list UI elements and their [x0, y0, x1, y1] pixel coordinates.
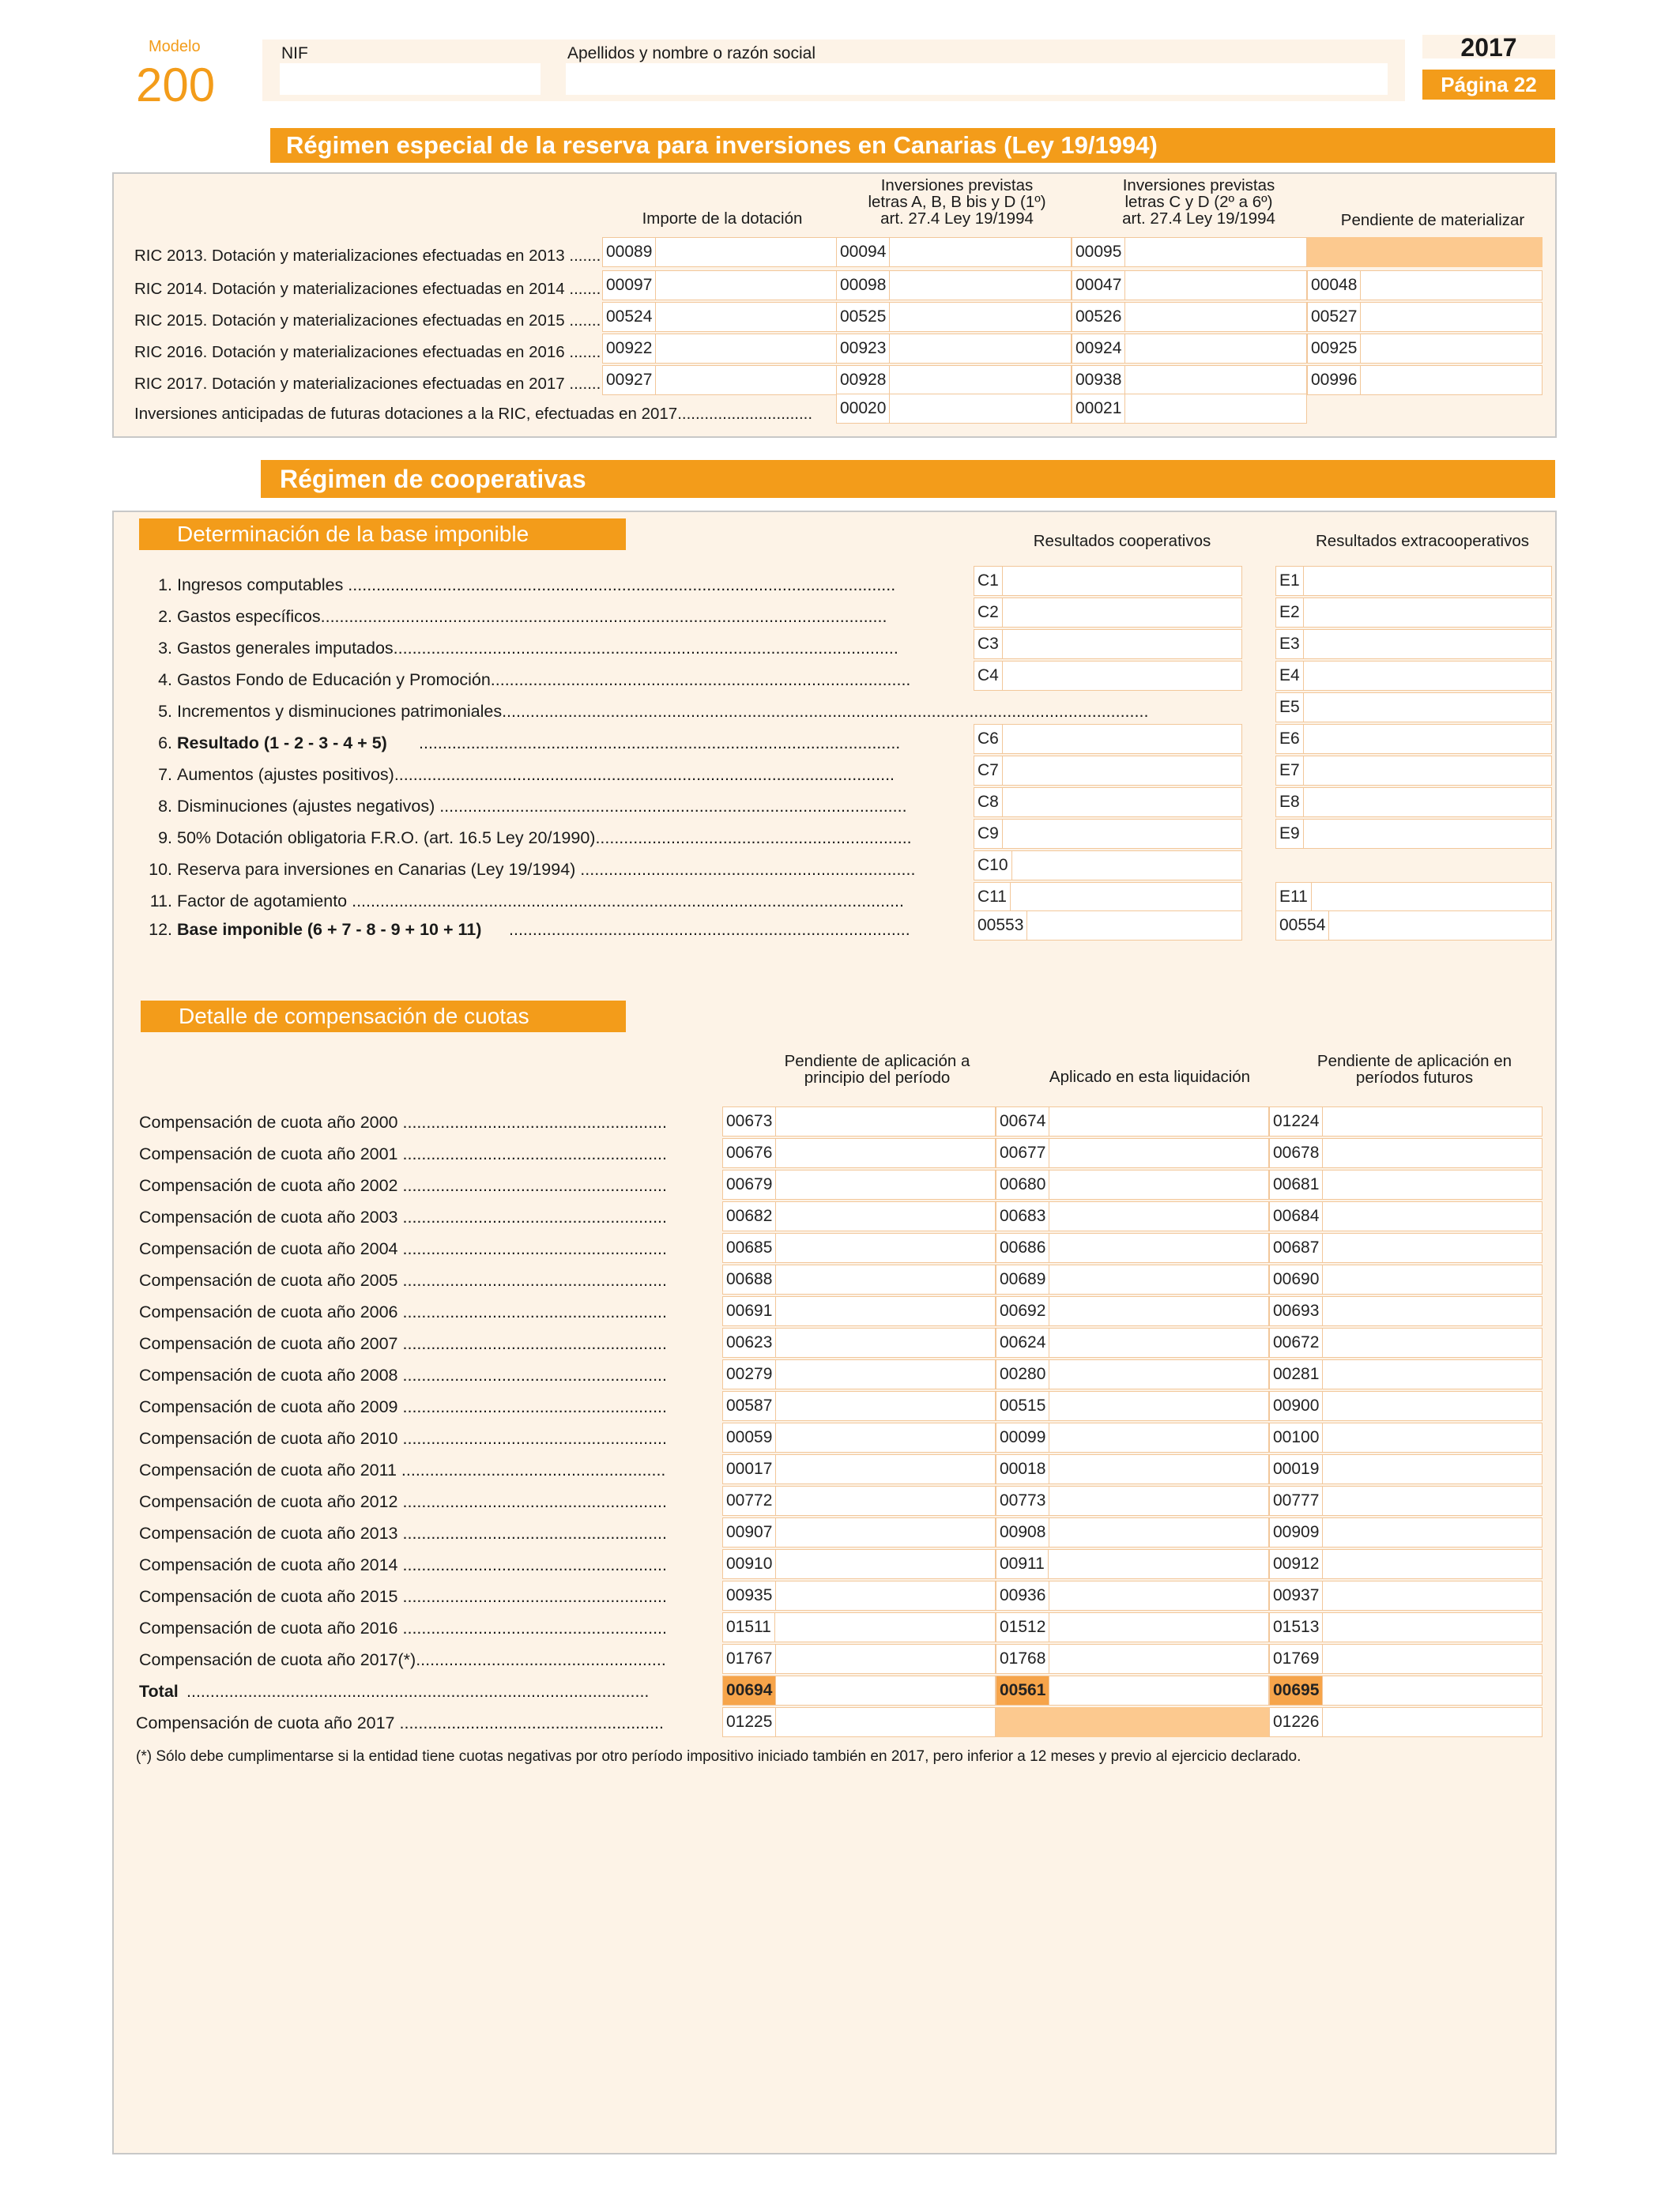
- comp-row-label: Compensación de cuota año 2003 ........................................................: [139, 1208, 668, 1227]
- box-code: 00692: [996, 1297, 1049, 1325]
- box-code: 00925: [1308, 334, 1361, 363]
- ric-cell[interactable]: [602, 270, 838, 300]
- comp-row-label: Compensación de cuota año 2009 ........................................................: [139, 1397, 668, 1416]
- box-code: 00623: [723, 1329, 776, 1357]
- box-code: 00680: [996, 1171, 1049, 1199]
- box-code: 00059: [723, 1423, 776, 1452]
- box-code: C9: [974, 820, 1003, 848]
- coop-row-num: 5.: [158, 702, 172, 721]
- comp-row-label: Compensación de cuota año 2002 ........................................................: [139, 1176, 668, 1195]
- coop-row-label: Aumentos (ajustes positivos)..........................................................................................................: [177, 765, 895, 784]
- modelo-number: 200: [136, 58, 216, 111]
- box-code: 00553: [974, 911, 1027, 940]
- coop-cell[interactable]: [974, 910, 1242, 941]
- comp-cell[interactable]: [1269, 1581, 1543, 1611]
- comp-col2: Aplicado en esta liquidación: [1049, 1068, 1251, 1086]
- coop-title: Régimen de cooperativas: [261, 460, 1555, 498]
- comp-cell[interactable]: [1269, 1201, 1543, 1231]
- coop-cell[interactable]: [974, 598, 1242, 628]
- box-code: 00910: [723, 1550, 776, 1578]
- box-code: C11: [974, 883, 1011, 911]
- comp-cell[interactable]: [722, 1391, 996, 1421]
- box-code: E4: [1276, 662, 1304, 690]
- comp-cell[interactable]: [996, 1106, 1269, 1137]
- comp-cell[interactable]: [1269, 1549, 1543, 1579]
- comp-row-label: Compensación de cuota año 2017(*).....................................................: [139, 1650, 666, 1669]
- coop-row-label: Disminuciones (ajustes negativos) ...................................................................................................: [177, 797, 907, 816]
- comp-cell[interactable]: [722, 1106, 996, 1137]
- coop-row-num: 6.: [158, 733, 172, 752]
- box-code: 00526: [1072, 303, 1125, 331]
- box-code: 00677: [996, 1139, 1049, 1167]
- ric-cell[interactable]: [836, 302, 1072, 332]
- ric-anticipadas-label: Inversiones anticipadas de futuras dotaciones a la RIC, efectuadas en 2017..............................: [134, 405, 813, 423]
- ric-cell[interactable]: [836, 237, 1072, 267]
- comp-cell[interactable]: [996, 1296, 1269, 1326]
- comp-total-cell[interactable]: [996, 1676, 1269, 1706]
- comp-cell[interactable]: [1269, 1391, 1543, 1421]
- box-code: 00693: [1270, 1297, 1323, 1325]
- box-code: 00927: [603, 366, 656, 394]
- box-code: 01768: [996, 1645, 1049, 1673]
- coop-cell[interactable]: [974, 629, 1242, 659]
- ric-row-label: RIC 2015. Dotación y materializaciones efectuadas en 2015 .......: [134, 311, 601, 330]
- ric-cell[interactable]: [602, 237, 838, 267]
- comp-cell[interactable]: [996, 1454, 1269, 1484]
- box-code: 00100: [1270, 1423, 1323, 1452]
- extra-cell[interactable]: [1275, 882, 1552, 912]
- comp-title: Detalle de compensación de cuotas: [141, 1001, 626, 1032]
- page-number: Página 22: [1422, 70, 1555, 100]
- box-code: 01224: [1270, 1107, 1323, 1136]
- comp-cell[interactable]: [722, 1265, 996, 1295]
- box-code: 00911: [996, 1550, 1049, 1578]
- ric-cell[interactable]: [602, 365, 838, 395]
- box-code: 00281: [1270, 1360, 1323, 1389]
- extra-cell[interactable]: [1275, 598, 1552, 628]
- comp-cell[interactable]: [996, 1265, 1269, 1295]
- ric-row-label: RIC 2014. Dotación y materializaciones efectuadas en 2014 .......: [134, 280, 601, 298]
- box-code: 00935: [723, 1581, 776, 1610]
- coop-row-num: 12.: [149, 920, 172, 939]
- box-code: C1: [974, 567, 1003, 595]
- nif-label: NIF: [281, 44, 308, 62]
- box-code: 00280: [996, 1360, 1049, 1389]
- comp-cell[interactable]: [996, 1233, 1269, 1263]
- box-code: C7: [974, 756, 1003, 785]
- comp-cell[interactable]: [996, 1170, 1269, 1200]
- name-field[interactable]: [566, 63, 1388, 95]
- ric-row-label: RIC 2013. Dotación y materializaciones efectuadas en 2013 .......: [134, 247, 601, 265]
- ric-cell[interactable]: [1072, 365, 1307, 395]
- box-code: 00047: [1072, 271, 1125, 300]
- box-code: 00098: [837, 271, 890, 300]
- header-box: [262, 40, 1405, 101]
- box-code: 00900: [1270, 1392, 1323, 1420]
- comp-row-label: Compensación de cuota año 2017 ........................................................: [136, 1713, 665, 1732]
- comp-cell[interactable]: [1269, 1328, 1543, 1358]
- box-code: E11: [1276, 883, 1312, 911]
- ric-col-pendiente: Pendiente de materializar: [1340, 211, 1525, 229]
- box-code: 00912: [1270, 1550, 1323, 1578]
- coop-row-label: Gastos específicos........................................................................................................................: [177, 607, 887, 626]
- coop-row-label: Incrementos y disminuciones patrimoniales.........................................................................................................................................: [177, 702, 1149, 721]
- box-code: 00561: [996, 1676, 1049, 1705]
- box-code: 00686: [996, 1234, 1049, 1262]
- comp-row-label: Compensación de cuota año 2011 ........................................................: [139, 1461, 666, 1480]
- comp-cell[interactable]: [1269, 1454, 1543, 1484]
- comp-cell[interactable]: [722, 1233, 996, 1263]
- box-code: 00923: [837, 334, 890, 363]
- box-code: 00695: [1270, 1676, 1323, 1705]
- comp-cell[interactable]: [996, 1138, 1269, 1168]
- year: 2017: [1460, 33, 1517, 62]
- comp-cell[interactable]: [722, 1423, 996, 1453]
- comp-cell[interactable]: [1269, 1423, 1543, 1453]
- nif-field[interactable]: [280, 63, 541, 95]
- box-code: C4: [974, 662, 1003, 690]
- extra-cell[interactable]: [1275, 692, 1552, 722]
- comp-cell[interactable]: [1269, 1486, 1543, 1516]
- ric-col-prev-a: Inversiones previstas letras A, B, B bis y D (1º) art. 27.4 Ley 19/1994: [868, 176, 1046, 228]
- box-code: 00017: [723, 1455, 776, 1483]
- comp-cell[interactable]: [1269, 1265, 1543, 1295]
- comp-cell[interactable]: [722, 1201, 996, 1231]
- coop-cell[interactable]: [974, 566, 1242, 596]
- box-code: 00773: [996, 1487, 1049, 1515]
- comp-cell[interactable]: [996, 1612, 1269, 1642]
- coop-cell[interactable]: [974, 882, 1242, 912]
- box-code: 01225: [723, 1708, 776, 1736]
- base-title: Determinación de la base imponible: [139, 518, 626, 550]
- comp-cell[interactable]: [996, 1201, 1269, 1231]
- coop-row-label: Base imponible (6 + 7 - 8 - 9 + 10 + 11): [177, 920, 482, 939]
- box-code: C10: [974, 851, 1012, 880]
- comp-total-label: Total: [139, 1682, 179, 1701]
- coop-row-num: 8.: [158, 797, 172, 816]
- comp-row-label: Compensación de cuota año 2010 ........................................................: [139, 1429, 668, 1448]
- comp-row-label: Compensación de cuota año 2013 ........................................................: [139, 1524, 668, 1543]
- box-code: 00908: [996, 1518, 1049, 1547]
- comp-cell[interactable]: [996, 1359, 1269, 1389]
- ric-cell[interactable]: [836, 365, 1072, 395]
- box-code: 00685: [723, 1234, 776, 1262]
- box-code: 00673: [723, 1107, 776, 1136]
- ric-row-label: RIC 2017. Dotación y materializaciones efectuadas en 2017 .......: [134, 375, 601, 393]
- coop-row-label: Resultado (1 - 2 - 3 - 4 + 5): [177, 733, 387, 752]
- box-code: 00684: [1270, 1202, 1323, 1231]
- box-code: E6: [1276, 725, 1304, 753]
- coop-row-label: Gastos generales imputados...........................................................................................................: [177, 639, 898, 658]
- comp-col1: Pendiente de aplicación a principio del período: [784, 1052, 970, 1087]
- coop-row-num: 7.: [158, 765, 172, 784]
- coop-row-label: Gastos Fondo de Educación y Promoción.........................................................................................: [177, 670, 911, 689]
- box-code: 00097: [603, 271, 656, 300]
- box-code: E5: [1276, 693, 1304, 722]
- coop-cell[interactable]: [974, 850, 1242, 880]
- comp-cell[interactable]: [722, 1138, 996, 1168]
- box-code: 00938: [1072, 366, 1125, 394]
- box-code: E9: [1276, 820, 1304, 848]
- ric-cell[interactable]: [1307, 270, 1543, 300]
- ric-cell[interactable]: [1307, 334, 1543, 364]
- box-code: 00587: [723, 1392, 776, 1420]
- comp-cell[interactable]: [1269, 1106, 1543, 1137]
- coop-row-label: 50% Dotación obligatoria F.R.O. (art. 16.5 Ley 20/1990)...................................................................: [177, 828, 912, 847]
- box-code: 00691: [723, 1297, 776, 1325]
- comp-cell[interactable]: [722, 1170, 996, 1200]
- box-code: C8: [974, 788, 1003, 816]
- comp-cell[interactable]: [1269, 1707, 1543, 1737]
- box-code: 01513: [1270, 1613, 1323, 1642]
- comp-row-label: Compensación de cuota año 2014 ........................................................: [139, 1555, 668, 1574]
- box-code: 00020: [837, 394, 890, 423]
- footnote: (*) Sólo debe cumplimentarse si la entidad tiene cuotas negativas por otro período impositivo iniciado también en 2017, pero inferior a 12 meses y previo al ejercicio declarado.: [136, 1748, 1301, 1765]
- coop-cell[interactable]: [974, 661, 1242, 691]
- coop-row-num: 4.: [158, 670, 172, 689]
- box-code: C2: [974, 598, 1003, 627]
- box-code: C3: [974, 630, 1003, 658]
- comp-row-label: Compensación de cuota año 2016 ........................................................: [139, 1619, 668, 1638]
- dot-leader: .....................................................................................: [509, 920, 910, 939]
- box-code: 00937: [1270, 1581, 1323, 1610]
- extra-cell[interactable]: [1275, 787, 1552, 817]
- comp-cell[interactable]: [722, 1581, 996, 1611]
- name-label: Apellidos y nombre o razón social: [567, 44, 816, 62]
- ric-cell: [1307, 237, 1543, 267]
- box-code: 00095: [1072, 238, 1125, 266]
- box-code: 00676: [723, 1139, 776, 1167]
- box-code: 00048: [1308, 271, 1361, 300]
- comp-cell[interactable]: [996, 1328, 1269, 1358]
- ric-cell[interactable]: [1072, 334, 1307, 364]
- comp-row-label: Compensación de cuota año 2012 ........................................................: [139, 1492, 668, 1511]
- comp-cell[interactable]: [722, 1296, 996, 1326]
- comp-cell[interactable]: [996, 1581, 1269, 1611]
- box-code: 00019: [1270, 1455, 1323, 1483]
- extra-cell[interactable]: [1275, 661, 1552, 691]
- extra-cell[interactable]: [1275, 819, 1552, 849]
- box-code: 00681: [1270, 1171, 1323, 1199]
- box-code: 00996: [1308, 366, 1361, 394]
- ric-cell[interactable]: [1072, 237, 1307, 267]
- box-code: 00922: [603, 334, 656, 363]
- box-code: 00094: [837, 238, 890, 266]
- ric-cell[interactable]: [836, 270, 1072, 300]
- coop-row-label: Factor de agotamiento .....................................................................................................................: [177, 892, 904, 910]
- box-code: 00694: [723, 1676, 776, 1705]
- comp-cell[interactable]: [1269, 1644, 1543, 1674]
- comp-row-label: Compensación de cuota año 2007 ........................................................: [139, 1334, 668, 1353]
- box-code: C6: [974, 725, 1003, 753]
- box-code: 00689: [996, 1265, 1049, 1294]
- box-code: 00678: [1270, 1139, 1323, 1167]
- comp-total-cell[interactable]: [722, 1676, 996, 1706]
- comp-cell[interactable]: [722, 1517, 996, 1547]
- coop-row-num: 2.: [158, 607, 172, 626]
- comp-cell[interactable]: [1269, 1233, 1543, 1263]
- ric-cell[interactable]: [602, 302, 838, 332]
- comp-cell[interactable]: [996, 1644, 1269, 1674]
- comp-cell[interactable]: [722, 1612, 996, 1642]
- comp-cell[interactable]: [1269, 1296, 1543, 1326]
- box-code: 00907: [723, 1518, 776, 1547]
- box-code: 00089: [603, 238, 656, 266]
- comp-row-label: Compensación de cuota año 2000 ........................................................: [139, 1113, 668, 1132]
- box-code: 00524: [603, 303, 656, 331]
- extra-cell[interactable]: [1275, 756, 1552, 786]
- box-code: 00777: [1270, 1487, 1323, 1515]
- box-code: 00674: [996, 1107, 1049, 1136]
- box-code: 00687: [1270, 1234, 1323, 1262]
- col-coop: Resultados cooperativos: [1033, 532, 1211, 550]
- coop-cell[interactable]: [974, 819, 1242, 849]
- box-code: 00672: [1270, 1329, 1323, 1357]
- box-code: 00525: [837, 303, 890, 331]
- box-code: 00099: [996, 1423, 1049, 1452]
- box-code: E1: [1276, 567, 1304, 595]
- comp-col3: Pendiente de aplicación en períodos futuros: [1317, 1052, 1512, 1087]
- box-code: 00018: [996, 1455, 1049, 1483]
- box-code: 00527: [1308, 303, 1361, 331]
- box-code: 00682: [723, 1202, 776, 1231]
- comp-row-label: Compensación de cuota año 2004 ........................................................: [139, 1239, 668, 1258]
- comp-cell[interactable]: [1269, 1517, 1543, 1547]
- ric-col-importe: Importe de la dotación: [642, 209, 803, 228]
- box-code: 00515: [996, 1392, 1049, 1420]
- comp-cell[interactable]: [996, 1549, 1269, 1579]
- extra-cell[interactable]: [1275, 629, 1552, 659]
- comp-row-label: Compensación de cuota año 2005 ........................................................: [139, 1271, 668, 1290]
- comp-cell[interactable]: [722, 1644, 996, 1674]
- col-extra: Resultados extracooperativos: [1315, 532, 1530, 550]
- comp-row-label: Compensación de cuota año 2015 ........................................................: [139, 1587, 668, 1606]
- box-code: 01512: [996, 1613, 1049, 1642]
- comp-cell[interactable]: [722, 1454, 996, 1484]
- coop-row-num: 1.: [158, 575, 172, 594]
- ric-cell[interactable]: [1072, 394, 1307, 424]
- ric-row-label: RIC 2016. Dotación y materializaciones efectuadas en 2016 .......: [134, 343, 601, 361]
- box-code: 00936: [996, 1581, 1049, 1610]
- box-code: 00772: [723, 1487, 776, 1515]
- comp-cell[interactable]: [1269, 1170, 1543, 1200]
- box-code: 00909: [1270, 1518, 1323, 1547]
- comp-cell[interactable]: [996, 1391, 1269, 1421]
- dot-leader: ......................................................................................................: [419, 733, 901, 752]
- modelo-label: Modelo: [149, 38, 201, 55]
- box-code: 00688: [723, 1265, 776, 1294]
- coop-row-num: 3.: [158, 639, 172, 658]
- ric-cell[interactable]: [602, 334, 838, 364]
- box-code: 00690: [1270, 1265, 1323, 1294]
- box-code: E2: [1276, 598, 1304, 627]
- ric-cell[interactable]: [1307, 302, 1543, 332]
- coop-row-label: Reserva para inversiones en Canarias (Ley 19/1994) .......................................................................: [177, 860, 916, 879]
- comp-cell[interactable]: [996, 1517, 1269, 1547]
- box-code: 01226: [1270, 1708, 1323, 1736]
- box-code: 00683: [996, 1202, 1049, 1231]
- box-code: 01511: [723, 1613, 775, 1642]
- coop-cell[interactable]: [974, 787, 1242, 817]
- extra-cell[interactable]: [1275, 566, 1552, 596]
- extra-cell[interactable]: [1275, 724, 1552, 754]
- comp-cell[interactable]: [722, 1328, 996, 1358]
- coop-row-num: 11.: [149, 892, 172, 910]
- ric-cell[interactable]: [1307, 365, 1543, 395]
- comp-cell[interactable]: [996, 1486, 1269, 1516]
- comp-cell[interactable]: [722, 1707, 996, 1737]
- ric-cell[interactable]: [836, 394, 1072, 424]
- box-code: 00279: [723, 1360, 776, 1389]
- box-code: 00924: [1072, 334, 1125, 363]
- box-code: 01769: [1270, 1645, 1323, 1673]
- ric-title: Régimen especial de la reserva para inversiones en Canarias (Ley 19/1994): [270, 128, 1555, 163]
- comp-cell[interactable]: [722, 1486, 996, 1516]
- comp-row-label: Compensación de cuota año 2006 ........................................................: [139, 1302, 668, 1321]
- comp-cell[interactable]: [722, 1549, 996, 1579]
- box-code: 00679: [723, 1171, 776, 1199]
- box-code: 00928: [837, 366, 890, 394]
- comp-total-cell[interactable]: [1269, 1676, 1543, 1706]
- extra-cell[interactable]: [1275, 910, 1552, 941]
- comp-row-label: Compensación de cuota año 2001 ........................................................: [139, 1144, 668, 1163]
- ric-cell[interactable]: [1072, 302, 1307, 332]
- ric-cell[interactable]: [1072, 270, 1307, 300]
- coop-row-num: 10.: [149, 860, 172, 879]
- comp-row-label: Compensación de cuota año 2008 ........................................................: [139, 1366, 668, 1385]
- coop-row-label: Ingresos computables ....................................................................................................................: [177, 575, 896, 594]
- box-code: 01767: [723, 1645, 776, 1673]
- box-code: E8: [1276, 788, 1304, 816]
- box-code: 00021: [1072, 394, 1125, 423]
- box-code: E7: [1276, 756, 1304, 785]
- coop-cell[interactable]: [974, 756, 1242, 786]
- ric-cell[interactable]: [836, 334, 1072, 364]
- box-code: E3: [1276, 630, 1304, 658]
- comp-cell[interactable]: [1269, 1359, 1543, 1389]
- comp-cell[interactable]: [996, 1423, 1269, 1453]
- box-code: 00624: [996, 1329, 1049, 1357]
- comp-cell[interactable]: [722, 1359, 996, 1389]
- comp-disabled-cell: [996, 1707, 1269, 1737]
- coop-cell[interactable]: [974, 724, 1242, 754]
- ric-col-prev-c: Inversiones previstas letras C y D (2º a 6º) art. 27.4 Ley 19/1994: [1122, 176, 1275, 228]
- box-code: 00554: [1276, 911, 1329, 940]
- dot-leader: ..................................................................................................: [186, 1682, 650, 1701]
- comp-cell[interactable]: [1269, 1138, 1543, 1168]
- comp-cell[interactable]: [1269, 1612, 1543, 1642]
- coop-row-num: 9.: [158, 828, 172, 847]
- year-box: [1422, 33, 1555, 62]
